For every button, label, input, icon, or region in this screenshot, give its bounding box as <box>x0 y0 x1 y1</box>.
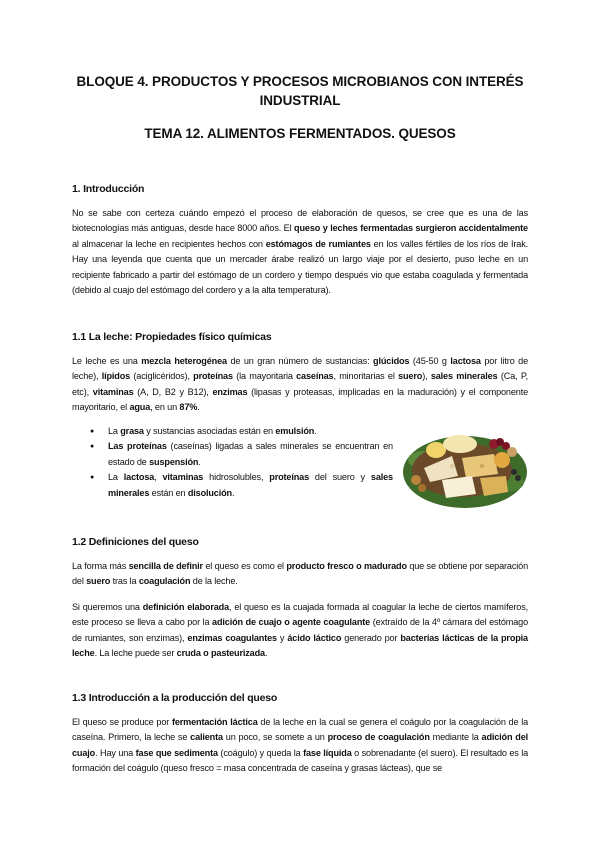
list-item: ● Las proteínas (caseínas) ligadas a sales minerales se encuentran en estado de suspensión. <box>90 439 393 470</box>
paragraph-produccion: El queso se produce por fermentación láctica de la leche en la cual se genera el coágulo por la coagulación de la caseína. Primero, la leche se calienta un poco, se somete a un proceso de coagulación mediante la adición del cuajo. Hay una fase que sedimenta (coágulo) y queda la fase líquida o sobrenadante (el suero). El resultado es la formación del coágulo (queso fresco = masa concentrada de caseína y grasas lácteas), que se <box>72 717 529 774</box>
paragraph-leche: Le leche es una mezcla heterogénea de un gran número de sustancias: glúcidos (45-50 g lactosa por litro de leche), lípidos (aciglicéridos), proteínas (la mayoritaria caseínas, minoritarias el suero), sales minerales (Ca, P, etc), vitaminas (A, D, B2 y B12), enzimas (lipasas y proteasas, implicadas en la maduración) y el componente mayoritario, el agua, en un 87%. <box>72 356 529 413</box>
list-item: ● La grasa y sustancias asociadas están en emulsión. <box>90 424 393 439</box>
cheese-platter-image <box>402 420 528 512</box>
block-title <box>60 72 540 110</box>
paragraph-definicion-sencilla: La forma más sencilla de definir el queso es como el producto fresco o madurado que se obtiene por separación del suero tras la coagulación de la leche. <box>72 561 528 587</box>
heading-leche-propiedades: 1.1 La leche: Propiedades físico químicas <box>72 331 272 343</box>
paragraph-definicion-elaborada: Si queremos una definición elaborada, el queso es la cuajada formada al coagular la leche de ciertos mamíferos, este proceso se lleva a cabo por la adición de cuajo o agente coagulante (extraído de la 4º cámara del estómago de rumiantes, son enzimas), enzimas coagulantes y ácido láctico generado por bacterias lácticas de la propia leche. La leche puede ser cruda o pasteurizada. <box>72 602 529 659</box>
bullet-list-leche <box>90 424 393 501</box>
topic-title: TEMA 12. ALIMENTOS FERMENTADOS. QUESOS <box>144 126 456 141</box>
heading-produccion: 1.3 Introducción a la producción del queso <box>72 692 278 704</box>
paragraph-introduccion: No se sabe con certeza cuándo empezó el proceso de elaboración de quesos, se cree que es una de las biotecnologías más antiguas, desde hace 8000 años. El queso y leches fermentadas surgieron accidentalmente al almacenar la leche en recipientes hechos con estómagos de rumiantes en los valles fértiles de los ríos de Irak. Hay una leyenda que cuenta que un mercader árabe realizó un largo viaje por el desierto, puso leche en un recipiente fabricado a partir del estómago de un cordero y tiempo después vio que estaba coagulada y fermentada (debido al cuajo del estómago del cordero y a la alta temperatura). <box>72 208 528 296</box>
block-title-line1: BLOQUE 4. PRODUCTOS Y PROCESOS MICROBIANOS CON INTERÉS <box>76 74 524 89</box>
heading-introduccion: 1. Introducción <box>72 183 145 195</box>
list-item: ● La lactosa, vitaminas hidrosolubles, proteínas del suero y sales minerales están en disolución. <box>90 470 393 501</box>
block-title-line2: INDUSTRIAL <box>259 93 341 108</box>
heading-definiciones: 1.2 Definiciones del queso <box>72 536 199 548</box>
